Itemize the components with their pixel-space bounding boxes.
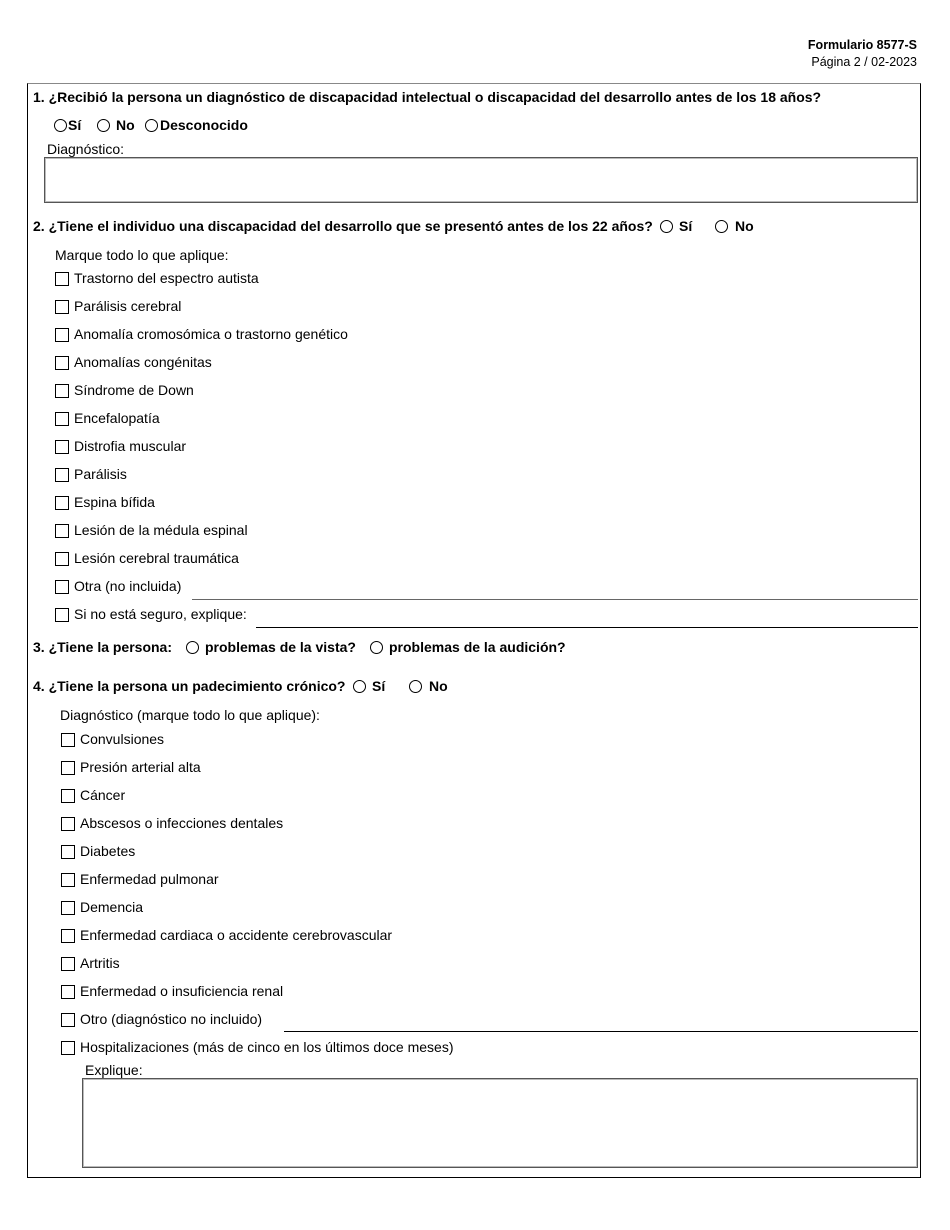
q1-radio-si[interactable]	[54, 119, 67, 132]
q2-other-line[interactable]	[192, 599, 918, 600]
q2-explain-line[interactable]	[256, 627, 918, 628]
q4-item-label: Artritis	[80, 955, 120, 971]
q2-checkbox[interactable]	[55, 300, 69, 314]
q4-item-label: Diabetes	[80, 843, 136, 859]
q2-item-label: Anomalías congénitas	[74, 354, 212, 370]
q4-checkbox[interactable]	[61, 817, 75, 831]
q1-diagnosis-label: Diagnóstico:	[47, 141, 125, 157]
q1-radio-desconocido[interactable]	[145, 119, 158, 132]
q1-radio-no[interactable]	[97, 119, 110, 132]
q4-checkbox[interactable]	[61, 957, 75, 971]
q2-item-label: Parálisis	[74, 466, 127, 482]
q4-explain-label: Explique:	[85, 1062, 143, 1078]
q2-label-no: No	[735, 218, 754, 234]
q2-checkbox[interactable]	[55, 468, 69, 482]
page-label: Página 2 / 02-2023	[811, 55, 917, 69]
q2-item-label: Espina bífida	[74, 494, 155, 510]
q2-checkbox[interactable]	[55, 272, 69, 286]
q4-explain-field[interactable]	[82, 1078, 918, 1168]
q4-radio-si[interactable]	[353, 680, 366, 693]
q2-item-label: Anomalía cromosómica o trastorno genético	[74, 326, 348, 342]
q2-checkbox[interactable]	[55, 524, 69, 538]
q4-checkbox[interactable]	[61, 1041, 75, 1055]
q2-checkbox[interactable]	[55, 496, 69, 510]
q2-item-label: Síndrome de Down	[74, 382, 194, 398]
q2-checkbox[interactable]	[55, 552, 69, 566]
q2-item-label: Lesión de la médula espinal	[74, 522, 248, 538]
q4-instruction: Diagnóstico (marque todo lo que aplique):	[60, 707, 320, 723]
q4-other-line[interactable]	[284, 1031, 918, 1032]
q4-radio-no[interactable]	[409, 680, 422, 693]
q4-label-si: Sí	[372, 678, 386, 694]
q2-checkbox[interactable]	[55, 580, 69, 594]
q4-checkbox[interactable]	[61, 929, 75, 943]
q2-radio-si[interactable]	[660, 220, 673, 233]
q4-checkbox[interactable]	[61, 789, 75, 803]
q4-checkbox[interactable]	[61, 761, 75, 775]
q2-item-label: Trastorno del espectro autista	[74, 270, 259, 286]
q4-checkbox[interactable]	[61, 985, 75, 999]
q4-item-label: Presión arterial alta	[80, 759, 201, 775]
q4-item-label: Enfermedad pulmonar	[80, 871, 219, 887]
q1-diagnosis-field[interactable]	[44, 157, 918, 203]
q2-checkbox[interactable]	[55, 384, 69, 398]
q2-item-label: Si no está seguro, explique:	[74, 606, 247, 622]
q4-checkbox[interactable]	[61, 733, 75, 747]
q4-item-label: Enfermedad cardiaca o accidente cerebrovascular	[80, 927, 393, 943]
q2-label-si: Sí	[679, 218, 693, 234]
q4-item-label: Abscesos o infecciones dentales	[80, 815, 284, 831]
q4-item-label: Convulsiones	[80, 731, 165, 747]
form-number: Formulario 8577-S	[807, 38, 917, 52]
q2-question: 2. ¿Tiene el individuo una discapacidad del desarrollo que se presentó antes de los 22 años?	[33, 218, 653, 234]
q3-label-audicion: problemas de la audición?	[389, 639, 566, 655]
q2-item-label: Otra (no incluida)	[74, 578, 182, 594]
q4-item-label: Demencia	[80, 899, 144, 915]
q2-checkbox[interactable]	[55, 608, 69, 622]
q3-radio-vista[interactable]	[186, 641, 199, 654]
q2-checkbox[interactable]	[55, 440, 69, 454]
q1-label-si: Sí	[68, 117, 82, 133]
q2-radio-no[interactable]	[715, 220, 728, 233]
q4-item-label: Otro (diagnóstico no incluido)	[80, 1011, 263, 1027]
q4-item-label: Cáncer	[80, 787, 126, 803]
q2-checkbox[interactable]	[55, 328, 69, 342]
q1-question: 1. ¿Recibió la persona un diagnóstico de discapacidad intelectual o discapacidad del desarrollo antes de los 18 años?	[33, 89, 822, 105]
q2-item-label: Parálisis cerebral	[74, 298, 182, 314]
q3-question: 3. ¿Tiene la persona:	[33, 639, 173, 655]
q2-item-label: Lesión cerebral traumática	[74, 550, 239, 566]
q4-item-label: Enfermedad o insuficiencia renal	[80, 983, 284, 999]
q1-label-no: No	[116, 117, 135, 133]
q4-checkbox[interactable]	[61, 845, 75, 859]
q2-instruction: Marque todo lo que aplique:	[55, 247, 229, 263]
q3-label-vista: problemas de la vista?	[205, 639, 356, 655]
q4-checkbox[interactable]	[61, 873, 75, 887]
q4-item-label: Hospitalizaciones (más de cinco en los últimos doce meses)	[80, 1039, 454, 1055]
q3-radio-audicion[interactable]	[370, 641, 383, 654]
q4-checkbox[interactable]	[61, 1013, 75, 1027]
q4-checkbox[interactable]	[61, 901, 75, 915]
q2-item-label: Encefalopatía	[74, 410, 160, 426]
q2-item-label: Distrofia muscular	[74, 438, 187, 454]
q4-label-no: No	[429, 678, 448, 694]
q4-question: 4. ¿Tiene la persona un padecimiento crónico?	[33, 678, 346, 694]
q2-checkbox[interactable]	[55, 412, 69, 426]
q1-label-desconocido: Desconocido	[160, 117, 248, 133]
q2-checkbox[interactable]	[55, 356, 69, 370]
